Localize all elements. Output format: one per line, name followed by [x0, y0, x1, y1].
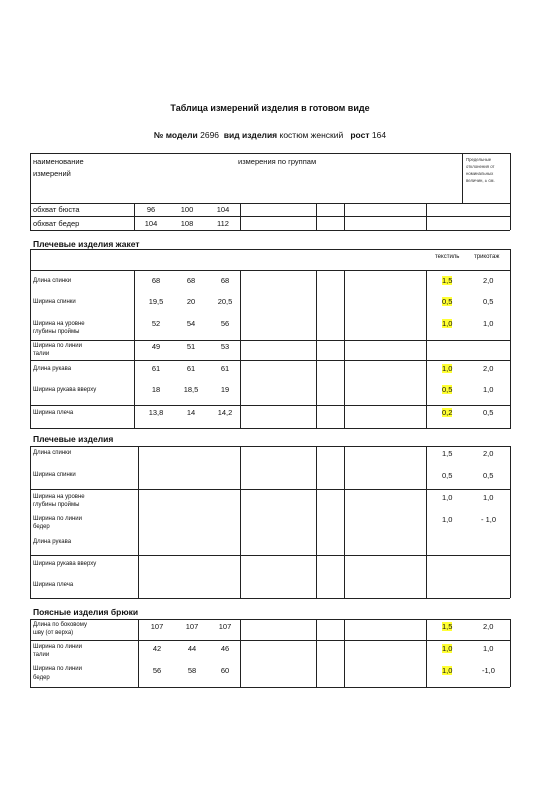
section-jacket-title: Плечевые изделия жакет — [33, 239, 140, 249]
trousers-side-length-textile: 1,5 — [442, 622, 453, 631]
shoulder-armhole-textile: 1,0 — [442, 493, 453, 502]
shoulder-back-length-knit: 2,0 — [483, 449, 494, 458]
trousers-waist-textile: 1,0 — [442, 644, 453, 653]
jacket-armhole-knit: 1,0 — [483, 319, 494, 328]
shoulder-back-width-knit: 0,5 — [483, 471, 494, 480]
jacket-sleeve-length-knit: 2,0 — [483, 364, 494, 373]
header-name-line1: наименование — [33, 157, 84, 166]
jacket-back-length-textile: 1,5 — [442, 276, 453, 285]
type-label: вид изделия — [223, 130, 278, 140]
trousers-hips-v3: 60 — [220, 666, 230, 675]
jacket-back-width-v3: 20,5 — [217, 297, 233, 306]
trousers-side-length-v3: 107 — [218, 622, 232, 631]
section-shoulder-title: Плечевые изделия — [33, 434, 114, 444]
shoulder-row-sleeve-top-label: Ширина рукава вверху — [33, 561, 97, 567]
header-tolerance-4: величин, ± см. — [466, 178, 495, 183]
model-value: 2696 — [200, 130, 220, 140]
trousers-row-waist-label-1: Ширина по линии — [33, 644, 82, 650]
jacket-shoulder-knit: 0,5 — [483, 408, 494, 417]
jacket-row-back-length-label: Длина спинки — [33, 278, 72, 284]
trousers-waist-v2: 44 — [187, 644, 197, 653]
trousers-waist-knit: 1,0 — [483, 644, 494, 653]
jacket-sleeve-length-textile: 1,0 — [442, 364, 453, 373]
row-hips-label: обхват бедер — [33, 219, 80, 228]
trousers-row-side-length-label-1: Длина по боковому — [33, 622, 87, 628]
height-label: рост — [350, 130, 370, 140]
jacket-back-width-v1: 19,5 — [148, 297, 164, 306]
jacket-row-back-width-label: Ширина спинки — [33, 299, 76, 305]
trousers-row-waist-label-2: талии — [33, 652, 50, 658]
trousers-hips-v2: 58 — [187, 666, 197, 675]
header-tolerance-3: номинальных — [466, 171, 494, 176]
jacket-sleeve-top-knit: 1,0 — [483, 385, 494, 394]
shoulder-row-hips-label-1: Ширина по линии — [33, 516, 82, 522]
shoulder-row-back-length-label: Длина спинки — [33, 450, 72, 456]
shoulder-row-back-width-label: Ширина спинки — [33, 472, 76, 478]
jacket-armhole-textile: 1,0 — [442, 319, 453, 328]
jacket-back-length-v3: 68 — [220, 276, 230, 285]
model-label: № модели — [153, 130, 198, 140]
jacket-back-width-textile: 0,5 — [442, 297, 453, 306]
jacket-sleeve-length-v2: 61 — [186, 364, 196, 373]
shoulder-row-sleeve-length-label: Длина рукава — [33, 539, 72, 545]
shoulder-row-hips-label-2: бедер — [33, 524, 50, 530]
jacket-armhole-v2: 54 — [186, 319, 196, 328]
row-hips-v2: 108 — [180, 219, 194, 228]
jacket-armhole-v3: 56 — [220, 319, 230, 328]
trousers-side-length-v2: 107 — [185, 622, 199, 631]
jacket-row-waist-label-2: талии — [33, 351, 50, 357]
row-hips-v1: 104 — [144, 219, 158, 228]
trousers-row-hips-label-1: Ширина по линии — [33, 666, 82, 672]
jacket-shoulder-v2: 14 — [186, 408, 196, 417]
row-bust-v1: 96 — [146, 205, 156, 214]
header-groups: измерения по группам — [238, 157, 317, 166]
jacket-row-shoulder-label: Ширина плеча — [33, 410, 74, 416]
row-bust-label: обхват бюста — [33, 205, 80, 214]
shoulder-armhole-knit: 1,0 — [483, 493, 494, 502]
jacket-back-width-v2: 20 — [186, 297, 196, 306]
trousers-side-length-knit: 2,0 — [483, 622, 494, 631]
jacket-sleeve-top-v2: 18,5 — [183, 385, 199, 394]
header-tolerance-2: отклонения от — [466, 164, 495, 169]
trousers-row-side-length-label-2: шву (от верха) — [33, 630, 74, 636]
model-info-line — [0, 130, 540, 140]
trousers-hips-v1: 56 — [152, 666, 162, 675]
trousers-side-length-v1: 107 — [150, 622, 164, 631]
header-name-line2: измерений — [33, 169, 71, 178]
jacket-sleeve-top-textile: 0,5 — [442, 385, 453, 394]
jacket-waist-v3: 53 — [220, 342, 230, 351]
jacket-row-sleeve-length-label: Длина рукава — [33, 366, 72, 372]
shoulder-back-length-textile: 1,5 — [442, 449, 453, 458]
jacket-back-width-knit: 0,5 — [483, 297, 494, 306]
jacket-shoulder-v1: 13,8 — [148, 408, 164, 417]
row-bust-v2: 100 — [180, 205, 194, 214]
trousers-waist-v3: 46 — [220, 644, 230, 653]
jacket-back-length-knit: 2,0 — [483, 276, 494, 285]
trousers-hips-knit: -1,0 — [482, 666, 495, 675]
trousers-hips-textile: 1,0 — [442, 666, 453, 675]
jacket-sleeve-top-v1: 18 — [151, 385, 161, 394]
jacket-sleeve-top-v3: 19 — [220, 385, 230, 394]
jacket-waist-v2: 51 — [186, 342, 196, 351]
col-knit-label: трикотаж — [474, 254, 500, 260]
section-trousers-title: Поясные изделия брюки — [33, 607, 139, 617]
trousers-row-hips-label-2: бедер — [33, 675, 50, 681]
jacket-row-armhole-label-1: Ширина на уровне — [33, 321, 85, 327]
jacket-row-waist-label-1: Ширина по линии — [33, 343, 82, 349]
jacket-row-sleeve-top-label: Ширина рукава вверху — [33, 387, 97, 393]
shoulder-row-armhole-label-2: глубины проймы — [33, 502, 80, 508]
jacket-back-length-v2: 68 — [186, 276, 196, 285]
shoulder-hips-textile: 1,0 — [442, 515, 453, 524]
jacket-shoulder-v3: 14,2 — [217, 408, 233, 417]
trousers-waist-v1: 42 — [152, 644, 162, 653]
jacket-shoulder-textile: 0,2 — [442, 408, 453, 417]
row-bust-v3: 104 — [216, 205, 230, 214]
shoulder-hips-knit: - 1,0 — [481, 515, 497, 524]
shoulder-row-shoulder-label: Ширина плеча — [33, 582, 74, 588]
header-tolerance-1: Предельные — [466, 157, 492, 162]
shoulder-back-width-textile: 0,5 — [442, 471, 453, 480]
shoulder-row-armhole-label-1: Ширина на уровне — [33, 494, 85, 500]
type-value: костюм женский — [279, 130, 344, 140]
jacket-sleeve-length-v3: 61 — [220, 364, 230, 373]
jacket-armhole-v1: 52 — [151, 319, 161, 328]
jacket-waist-v1: 49 — [151, 342, 161, 351]
document-title: Таблица измерений изделия в готовом виде — [170, 103, 370, 113]
height-value: 164 — [371, 130, 387, 140]
jacket-row-armhole-label-2: глубины проймы — [33, 329, 80, 335]
jacket-sleeve-length-v1: 61 — [151, 364, 161, 373]
row-hips-v3: 112 — [217, 219, 229, 228]
col-textile-label: текстиль — [435, 254, 460, 260]
jacket-back-length-v1: 68 — [151, 276, 161, 285]
